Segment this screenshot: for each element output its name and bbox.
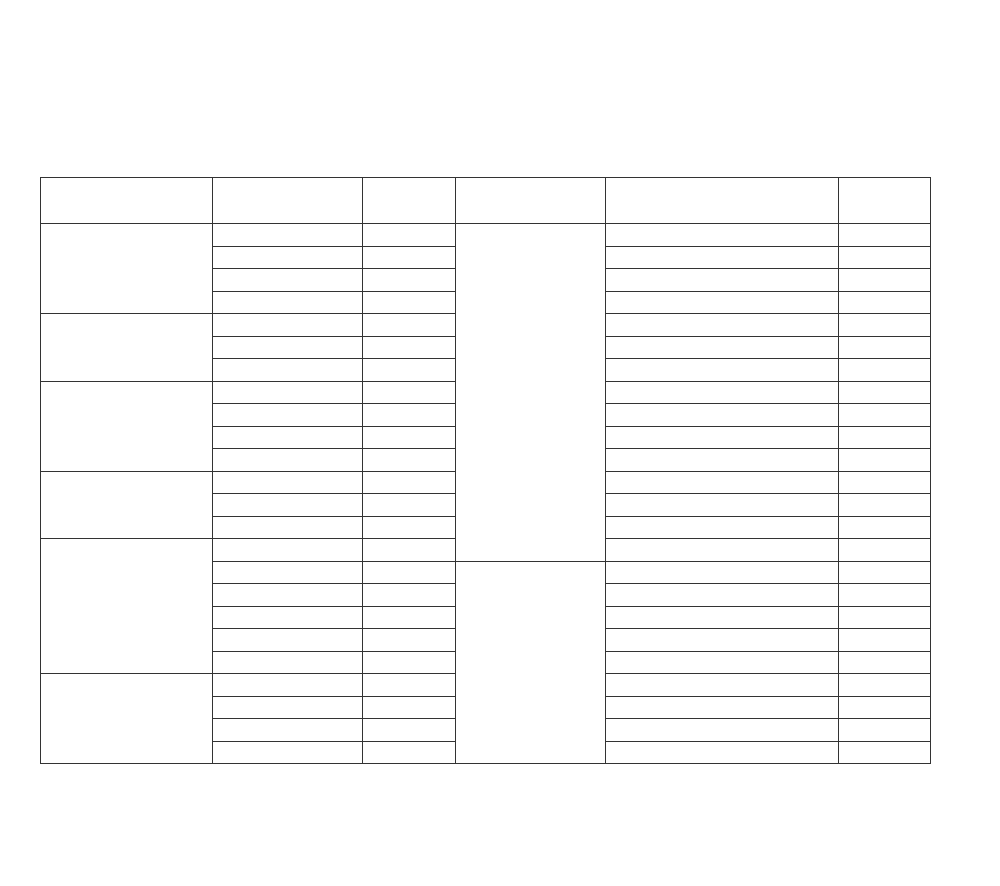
class-cell xyxy=(213,516,363,539)
class-cell xyxy=(606,471,839,494)
class-cell xyxy=(213,426,363,449)
class-cell xyxy=(213,291,363,314)
class-cell xyxy=(213,471,363,494)
class-cell xyxy=(213,449,363,472)
weight-cell xyxy=(363,494,456,517)
weight-cell xyxy=(363,336,456,359)
weight-cell xyxy=(363,314,456,337)
class-cell xyxy=(213,696,363,719)
class-cell xyxy=(606,719,839,742)
factor-left-elevation xyxy=(41,224,213,314)
weight-cell xyxy=(363,539,456,562)
header-class-right xyxy=(606,178,839,224)
weight-cell xyxy=(363,471,456,494)
weight-cell xyxy=(839,584,931,607)
class-cell xyxy=(213,651,363,674)
class-cell xyxy=(213,224,363,247)
weight-cell xyxy=(363,224,456,247)
weight-cell xyxy=(839,404,931,427)
weight-cell xyxy=(839,741,931,764)
weight-cell xyxy=(363,651,456,674)
weight-cell xyxy=(363,359,456,382)
weight-cell xyxy=(363,404,456,427)
weight-cell xyxy=(363,629,456,652)
class-cell xyxy=(606,336,839,359)
weight-cell xyxy=(363,381,456,404)
weight-cell xyxy=(363,696,456,719)
class-cell xyxy=(213,539,363,562)
class-cell xyxy=(606,629,839,652)
class-cell xyxy=(213,674,363,697)
class-cell xyxy=(606,494,839,517)
weight-cell xyxy=(839,449,931,472)
factor-right-geology xyxy=(456,224,606,562)
weight-cell xyxy=(363,584,456,607)
class-cell xyxy=(606,449,839,472)
header-class-left xyxy=(213,178,363,224)
class-cell xyxy=(606,696,839,719)
weight-cell xyxy=(839,539,931,562)
weight-cell xyxy=(839,291,931,314)
factor-left-gas xyxy=(41,539,213,674)
weight-cell xyxy=(839,719,931,742)
weight-cell xyxy=(839,561,931,584)
weight-cell xyxy=(363,561,456,584)
header-weight-left xyxy=(363,178,456,224)
weight-cell xyxy=(363,516,456,539)
table-row xyxy=(41,224,931,247)
class-cell xyxy=(213,629,363,652)
class-cell xyxy=(606,674,839,697)
class-cell xyxy=(606,224,839,247)
weight-cell xyxy=(839,314,931,337)
factor-left-road xyxy=(41,381,213,471)
weight-cell xyxy=(839,674,931,697)
class-cell xyxy=(606,606,839,629)
class-cell xyxy=(213,269,363,292)
class-cell xyxy=(606,269,839,292)
weight-cell xyxy=(839,359,931,382)
score-table xyxy=(40,177,931,764)
weight-cell xyxy=(839,381,931,404)
factor-right-water xyxy=(456,561,606,764)
weight-cell xyxy=(839,336,931,359)
class-cell xyxy=(213,359,363,382)
class-cell xyxy=(213,314,363,337)
weight-cell xyxy=(839,651,931,674)
weight-cell xyxy=(363,449,456,472)
class-cell xyxy=(606,291,839,314)
weight-cell xyxy=(363,291,456,314)
class-cell xyxy=(213,246,363,269)
class-cell xyxy=(606,516,839,539)
weight-cell xyxy=(839,224,931,247)
class-cell xyxy=(213,381,363,404)
weight-cell xyxy=(839,494,931,517)
class-cell xyxy=(606,246,839,269)
class-cell xyxy=(606,381,839,404)
header-factor-left xyxy=(41,178,213,224)
factor-left-slope xyxy=(41,314,213,382)
table-body xyxy=(41,224,931,764)
header-factor-right xyxy=(456,178,606,224)
class-cell xyxy=(606,651,839,674)
weight-cell xyxy=(363,606,456,629)
class-cell xyxy=(213,336,363,359)
weight-cell xyxy=(839,426,931,449)
class-cell xyxy=(213,606,363,629)
class-cell xyxy=(606,561,839,584)
weight-cell xyxy=(363,269,456,292)
class-cell xyxy=(606,314,839,337)
weight-cell xyxy=(363,741,456,764)
class-cell xyxy=(606,404,839,427)
class-cell xyxy=(213,561,363,584)
header-weight-right xyxy=(839,178,931,224)
class-cell xyxy=(213,404,363,427)
weight-cell xyxy=(839,629,931,652)
weight-cell xyxy=(363,719,456,742)
factor-left-river xyxy=(41,674,213,764)
class-cell xyxy=(213,584,363,607)
class-cell xyxy=(606,359,839,382)
weight-cell xyxy=(839,471,931,494)
class-cell xyxy=(213,494,363,517)
class-cell xyxy=(606,584,839,607)
factor-left-demand xyxy=(41,471,213,539)
header-row xyxy=(41,178,931,224)
class-cell xyxy=(606,426,839,449)
class-cell xyxy=(606,741,839,764)
weight-cell xyxy=(839,269,931,292)
class-cell xyxy=(606,539,839,562)
weight-cell xyxy=(363,674,456,697)
class-cell xyxy=(213,719,363,742)
weight-cell xyxy=(839,606,931,629)
weight-cell xyxy=(839,516,931,539)
weight-cell xyxy=(839,696,931,719)
weight-cell xyxy=(363,426,456,449)
weight-cell xyxy=(363,246,456,269)
weight-cell xyxy=(839,246,931,269)
class-cell xyxy=(213,741,363,764)
